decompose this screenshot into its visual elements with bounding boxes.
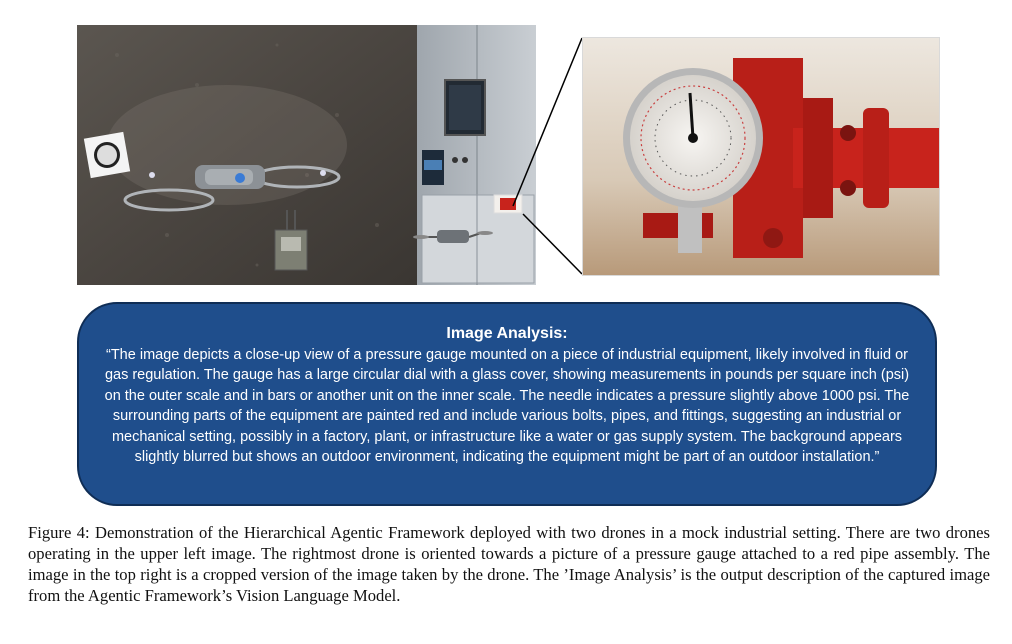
analysis-text: “The image depicts a close-up view of a pressure gauge mounted on a piece of industrial equipment, likely involved in fluid or gas regulation. The gauge has a large circular dial with a glass cover, showing measurements in pounds per square inch (psi) on the outer scale and in bars or another unit on the inner scale. The needle indicates a pressure slightly above 1000 psi. The surrounding parts of the equipment are painted red and include various bolts, pipes, and fittings, suggesting an industrial or mechanical setting, possibly in a factory, plant, or infrastructure like a water or gas supply system. The background appears slightly blurred but shows an outdoor environment, indicating the equipment might be part of an outdoor installation.” <box>104 347 910 466</box>
pressure-gauge-photo <box>582 37 940 276</box>
figure-caption: Figure 4: Demonstration of the Hierarchical Agentic Framework deployed with two drones in a mock industrial setting. There are two drones operating in the upper left image. The rightmost drone is oriented towards a picture of a pressure gauge attached to a red pipe assembly. The image in the top right is a cropped version of the image taken by the drone. The ’Image Analysis’ is the output description of the captured image from the Agentic Framework’s Vision Language Model. <box>28 523 990 605</box>
analysis-title: Image Analysis: <box>446 325 568 342</box>
image-analysis-box <box>77 302 937 506</box>
pressure-gauge-illustration <box>583 38 939 275</box>
